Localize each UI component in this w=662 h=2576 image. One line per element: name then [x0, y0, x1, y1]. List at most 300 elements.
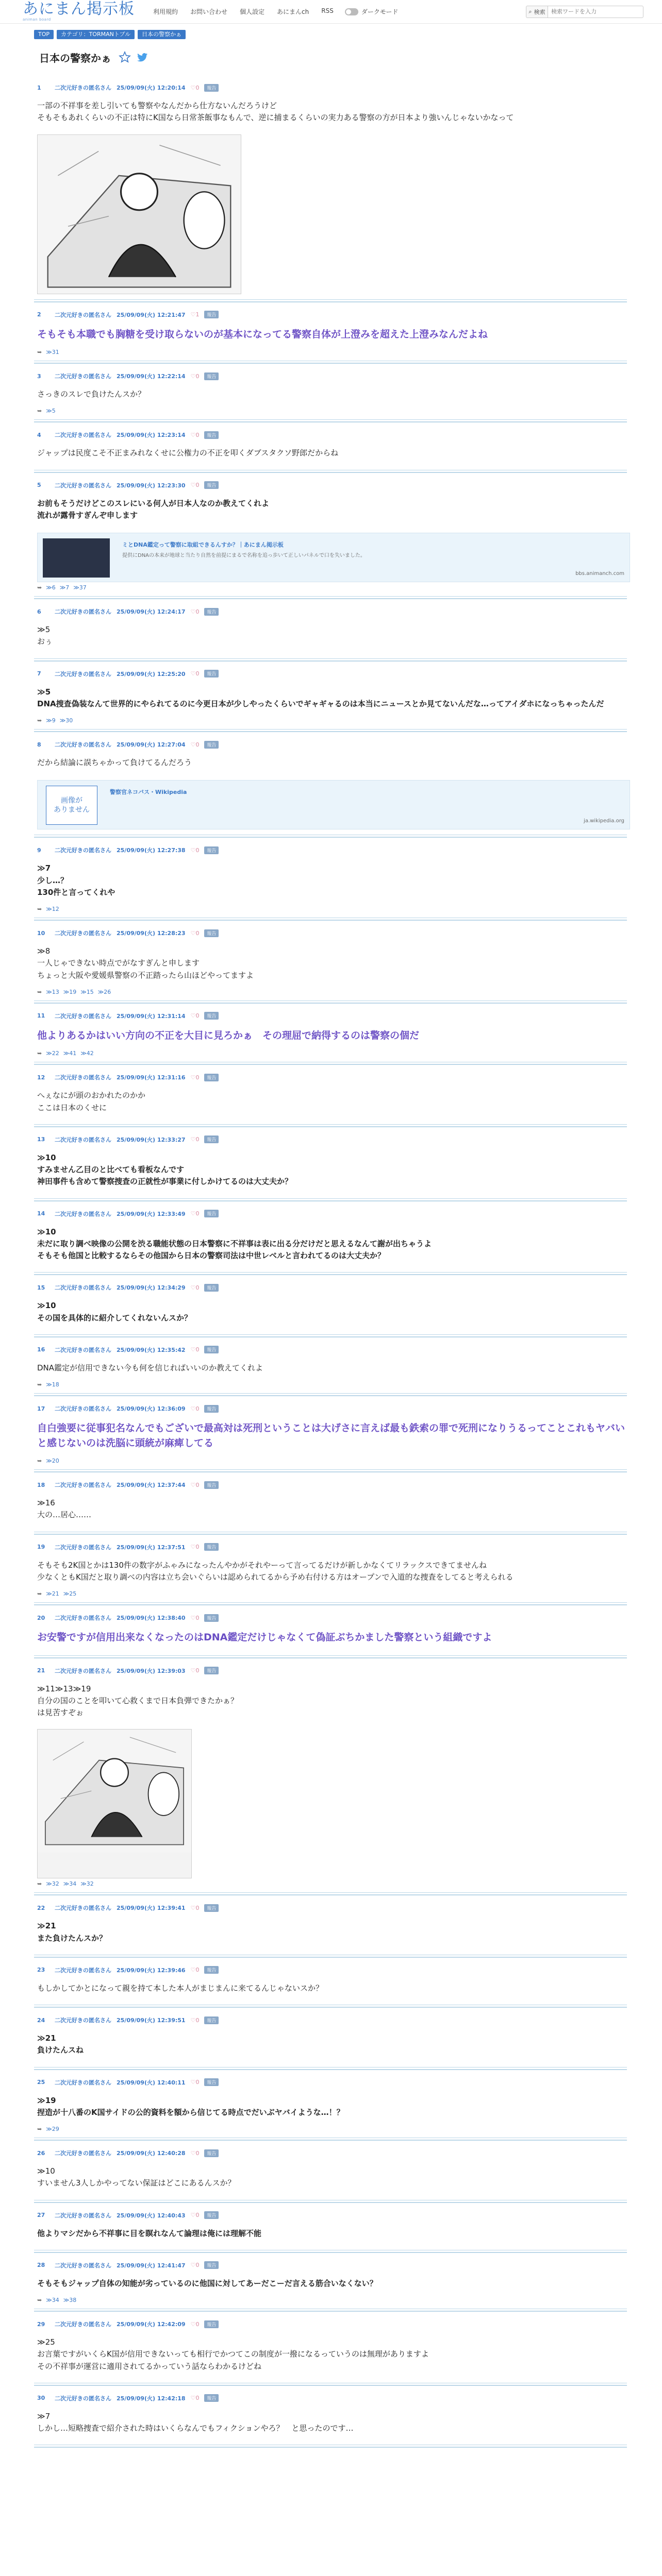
post-author: 二次元好きの匿名さん	[55, 1136, 111, 1143]
like-heart-icon[interactable]: ♡0	[190, 2149, 200, 2157]
link-thumbnail	[43, 538, 110, 578]
report-button[interactable]: 報告	[204, 2078, 219, 2086]
post-date: 25/09/09(火) 12:31:14	[117, 1012, 186, 1020]
post-author: 二次元好きの匿名さん	[55, 1405, 111, 1412]
search-button-label: 検索	[534, 8, 545, 15]
post-body: ≫5 DNA捜査偽装なんて世界的にやられてるのに今更日本が少しやったくらいでギャギャるのは本当にニュースとか見てないんだな…ってアイダホになっちゃったんだ	[37, 687, 604, 708]
post-author: 二次元好きの匿名さん	[55, 741, 111, 748]
post-meta	[37, 1209, 625, 1219]
post-body: さっきのスレで負けたんスか？	[37, 389, 146, 399]
post-body: ジャップは民度こそ不正まみれなくせに公権力の不正を叩くダブスタクソ野郎だからね	[37, 448, 339, 458]
reply-links	[37, 347, 625, 355]
report-button[interactable]: 報告	[204, 1614, 219, 1622]
post-body: だから結論に誤ちゃかって負けてるんだろう	[37, 758, 192, 767]
like-heart-icon[interactable]: ♡0	[190, 1614, 200, 1621]
post-number[interactable]: 26	[37, 2149, 45, 2157]
post-body: そもそもジャップ自体の知能が劣っているのに他国に対してあーだこーだ言える筋合いなくない？	[37, 2278, 377, 2288]
post	[34, 1004, 627, 1065]
like-heart-icon[interactable]: ♡0	[190, 2262, 200, 2269]
link-text	[122, 538, 624, 577]
post	[34, 732, 627, 838]
post	[34, 1958, 627, 2008]
nav-contact[interactable]: お問い合わせ	[190, 8, 228, 15]
reply-links	[37, 405, 625, 414]
like-heart-icon[interactable]: ♡0	[190, 929, 200, 937]
reply-icon: ➥	[37, 1880, 42, 1888]
reply-link[interactable]: ≫34	[63, 1880, 77, 1888]
post-author: 二次元好きの匿名さん	[55, 1074, 111, 1081]
post-body: ≫11≫13≫19 自分の国のことを叩いて心救くまで日本負弾できたかぁ？ は見苦すぞぉ	[37, 1684, 239, 1717]
report-button[interactable]: 報告	[204, 1074, 219, 1081]
post-number[interactable]: 27	[37, 2212, 45, 2218]
like-heart-icon[interactable]: ♡0	[190, 482, 200, 488]
report-button[interactable]: 報告	[204, 1405, 219, 1413]
reply-link[interactable]: ≫41	[63, 1050, 77, 1057]
reply-icon: ➥	[37, 584, 42, 591]
report-button[interactable]: 報告	[204, 1904, 219, 1912]
like-heart-icon[interactable]: ♡0	[190, 1967, 200, 1974]
post-body: ≫10 すいません3人しかやってない保証はどこにあるんスか？	[37, 2166, 236, 2188]
like-heart-icon[interactable]: ♡0	[190, 1481, 200, 1488]
report-button[interactable]: 報告	[204, 431, 219, 439]
reply-link[interactable]: ≫26	[97, 988, 111, 995]
post	[34, 1472, 627, 1535]
post-body: 他よりあるかはいい方向の不正を大目に見ろかぁ その理屈で納得するのは警察の個だ	[37, 1029, 420, 1041]
post-number[interactable]: 9	[37, 846, 41, 854]
post-body: 一部の不祥事を差し引いても警察やなんだから仕方ないんだろうけど そもそもあれくらいの不正は特にK国なら日常茶飯事なもんで、逆に捕まるくらいの実力ある警察の方が日本より強いんじゃないかなって	[37, 101, 514, 123]
like-heart-icon[interactable]: ♡0	[190, 1904, 200, 1911]
post	[34, 921, 627, 1004]
post	[34, 364, 627, 422]
post	[34, 2070, 627, 2141]
post-meta	[37, 1134, 625, 1145]
post-date: 25/09/09(火) 12:20:14	[117, 84, 186, 91]
reply-icon: ➥	[37, 349, 42, 355]
post-meta	[37, 1480, 625, 1490]
reply-link[interactable]: ≫31	[46, 349, 59, 355]
post-meta	[37, 1011, 625, 1021]
post-author: 二次元好きの匿名さん	[55, 1544, 111, 1551]
post	[34, 599, 627, 662]
nav-terms[interactable]: 利用規約	[153, 8, 178, 15]
post	[34, 1605, 627, 1658]
post-author: 二次元好きの匿名さん	[55, 482, 111, 489]
report-button[interactable]: 報告	[204, 1346, 219, 1353]
post-body: そもそも本職でも胸糖を受け取らないのが基本になってる警察自体が上澄みを超えた上澄みなんだよね	[37, 328, 488, 340]
breadcrumb	[0, 24, 662, 39]
reply-link[interactable]: ≫13	[46, 988, 59, 995]
report-button[interactable]: 報告	[204, 1284, 219, 1292]
post-meta	[37, 1613, 625, 1623]
like-heart-icon[interactable]: ♡0	[190, 1136, 200, 1143]
post-author: 二次元好きの匿名さん	[55, 2395, 111, 2402]
post-date: 25/09/09(火) 12:42:18	[117, 2395, 186, 2402]
report-button[interactable]: 報告	[204, 481, 219, 489]
post-number[interactable]: 5	[37, 482, 41, 488]
post-number[interactable]: 14	[37, 1210, 45, 1217]
report-button[interactable]: 報告	[204, 608, 219, 616]
logo-subtext: animan board	[23, 18, 51, 22]
post-author: 二次元好きの匿名さん	[55, 670, 111, 677]
reply-icon: ➥	[37, 906, 42, 912]
post-date: 25/09/09(火) 12:38:40	[117, 1615, 186, 1621]
post-date: 25/09/09(火) 12:33:49	[117, 1210, 186, 1217]
reply-link[interactable]: ≫32	[46, 1880, 59, 1888]
search-input[interactable]	[548, 6, 643, 18]
dark-mode-toggle[interactable]	[345, 7, 399, 16]
report-button[interactable]: 報告	[204, 311, 219, 318]
post-body: ≫16 大の…居心……	[37, 1498, 92, 1520]
reply-link[interactable]: ≫20	[46, 1458, 59, 1464]
post-number[interactable]: 20	[37, 1614, 45, 1621]
post-number[interactable]: 7	[37, 670, 41, 677]
post-meta	[37, 2015, 625, 2025]
post-date: 25/09/09(火) 12:31:16	[117, 1074, 186, 1081]
post-date: 25/09/09(火) 12:23:30	[117, 482, 186, 489]
manga-panel-image	[38, 1730, 191, 1852]
post-body: ≫5 おぅ	[37, 625, 53, 647]
post-date: 25/09/09(火) 12:21:47	[117, 311, 186, 318]
post	[34, 1895, 627, 1958]
like-heart-icon[interactable]: ♡0	[190, 1210, 200, 1217]
post-body: ≫10 未だに取り調べ映像の公開を渋る職能状態の日本警察に不祥事は表に出る分だけだと思えるなんて謝が出ちゃうよ そもそも他国と比較するならその他国から日本の警察司法は中世レベルと言われてるのは大丈夫か？	[37, 1227, 432, 1260]
reply-icon: ➥	[37, 1381, 42, 1388]
breadcrumb-category[interactable]: カテゴリ：TORMANトブル	[57, 30, 135, 39]
like-heart-icon[interactable]: ♡0	[190, 846, 200, 854]
reply-icon: ➥	[37, 1458, 42, 1464]
post-author: 二次元好きの匿名さん	[55, 1482, 111, 1488]
post-number[interactable]: 15	[37, 1284, 45, 1291]
report-button[interactable]: 報告	[204, 741, 219, 749]
report-button[interactable]: 報告	[204, 929, 219, 937]
post-number[interactable]: 6	[37, 608, 41, 615]
post-number[interactable]: 19	[37, 1544, 45, 1550]
link-preview-card[interactable]	[37, 533, 630, 582]
reply-links	[37, 2124, 625, 2132]
reply-link[interactable]: ≫42	[80, 1050, 94, 1057]
post-author: 二次元好きの匿名さん	[55, 1905, 111, 1912]
post-author: 二次元好きの匿名さん	[55, 2079, 111, 2086]
like-heart-icon[interactable]: ♡0	[190, 1667, 200, 1674]
post-meta	[37, 1542, 625, 1552]
star-icon[interactable]	[119, 51, 131, 63]
reply-link[interactable]: ≫21	[46, 1590, 59, 1597]
post-date: 25/09/09(火) 12:36:09	[117, 1405, 186, 1412]
post-date: 25/09/09(火) 12:35:42	[117, 1346, 186, 1353]
post-author: 二次元好きの匿名さん	[55, 373, 111, 380]
reply-link[interactable]: ≫32	[80, 1880, 94, 1888]
post-number[interactable]: 2	[37, 311, 41, 318]
post-meta	[37, 2148, 625, 2158]
breadcrumb-top[interactable]: TOP	[34, 30, 54, 39]
post-date: 25/09/09(火) 12:39:41	[117, 1905, 186, 1912]
reply-links	[37, 987, 625, 995]
nav-rss[interactable]: RSS	[321, 7, 334, 14]
post-image[interactable]	[37, 1729, 192, 1878]
post	[34, 2141, 627, 2203]
post-author: 二次元好きの匿名さん	[55, 311, 111, 318]
post	[34, 1337, 627, 1396]
post	[34, 2008, 627, 2070]
post-meta	[37, 2077, 625, 2088]
reply-link[interactable]: ≫9	[46, 717, 56, 724]
post-meta	[37, 2319, 625, 2329]
post-number[interactable]: 10	[37, 929, 45, 937]
no-image-placeholder: 画像が ありません	[46, 786, 97, 825]
post	[34, 473, 627, 600]
report-button[interactable]: 報告	[204, 1481, 219, 1489]
post-meta	[37, 1666, 625, 1676]
report-button[interactable]: 報告	[204, 670, 219, 677]
reply-link[interactable]: ≫34	[46, 2297, 59, 2303]
post-number[interactable]: 25	[37, 2079, 45, 2086]
post-number[interactable]: 28	[37, 2262, 45, 2269]
like-heart-icon[interactable]: ♡0	[190, 608, 200, 615]
post-author: 二次元好きの匿名さん	[55, 847, 111, 854]
post-number[interactable]: 13	[37, 1136, 45, 1143]
post	[34, 75, 627, 302]
report-button[interactable]: 報告	[204, 84, 219, 92]
nav-animanch[interactable]: あにまんch	[277, 8, 309, 15]
page-title: 日本の警察かぁ	[39, 52, 111, 64]
post	[34, 1127, 627, 1201]
reply-icon: ➥	[37, 717, 42, 724]
post-author: 二次元好きの匿名さん	[55, 1346, 111, 1353]
post-meta	[37, 1403, 625, 1414]
post-number[interactable]: 22	[37, 1904, 45, 1911]
report-button[interactable]: 報告	[204, 1136, 219, 1143]
post-number[interactable]: 16	[37, 1346, 45, 1353]
post-number[interactable]: 29	[37, 2320, 45, 2328]
post-meta	[37, 1072, 625, 1082]
post	[34, 302, 627, 364]
reply-links	[37, 582, 625, 591]
post-number[interactable]: 17	[37, 1405, 45, 1412]
like-heart-icon[interactable]: ♡0	[190, 1405, 200, 1412]
post-date: 25/09/09(火) 12:40:28	[117, 2150, 186, 2157]
post	[34, 1065, 627, 1127]
like-heart-icon[interactable]: ♡0	[190, 2395, 200, 2402]
post-meta	[37, 2260, 625, 2270]
post-number[interactable]: 12	[37, 1074, 45, 1081]
post-number[interactable]: 23	[37, 1967, 45, 1974]
reply-link[interactable]: ≫29	[46, 2126, 59, 2132]
post-author: 二次元好きの匿名さん	[55, 2017, 111, 2024]
post-meta	[37, 669, 625, 679]
post-number[interactable]: 30	[37, 2395, 45, 2402]
post-meta	[37, 430, 625, 440]
like-heart-icon[interactable]: ♡0	[190, 741, 200, 748]
post	[34, 1535, 627, 1606]
post	[34, 2386, 627, 2448]
post-body: DNA鑑定が信用できない今も何を信じればいいのか教えてくれよ	[37, 1363, 263, 1372]
search-area	[526, 6, 643, 18]
breadcrumb-thread[interactable]: 日本の警察かぁ	[138, 30, 186, 39]
post-number[interactable]: 4	[37, 431, 41, 438]
post-meta	[37, 310, 625, 320]
reply-link[interactable]: ≫15	[80, 988, 94, 995]
link-title[interactable]: 警察官ネコバス・Wikipedia	[110, 789, 187, 796]
reply-link[interactable]: ≫19	[63, 988, 77, 995]
post-author: 二次元好きの匿名さん	[55, 1210, 111, 1217]
reply-link[interactable]: ≫30	[59, 717, 73, 724]
report-button[interactable]: 報告	[204, 1543, 219, 1551]
post-meta	[37, 606, 625, 617]
post-meta	[37, 845, 625, 855]
post	[34, 1396, 627, 1472]
report-button[interactable]: 報告	[204, 2149, 219, 2157]
reply-icon: ➥	[37, 1590, 42, 1597]
nav-settings[interactable]: 個人設定	[240, 8, 265, 15]
like-heart-icon[interactable]: ♡0	[190, 2212, 200, 2218]
report-button[interactable]: 報告	[204, 846, 219, 854]
post-date: 25/09/09(火) 12:37:44	[117, 1482, 186, 1488]
post-body: ≫10 すみません乙目のと比べても看板なんです 神田事件も含めて警察捜査の正就性が事業に付しかけてるのは大丈夫か？	[37, 1153, 293, 1187]
post-date: 25/09/09(火) 12:22:14	[117, 373, 186, 380]
link-domain: bbs.animanch.com	[575, 571, 624, 577]
top-nav	[153, 7, 334, 16]
post-author: 二次元好きの匿名さん	[55, 1012, 111, 1020]
post-number[interactable]: 3	[37, 372, 41, 380]
reply-links	[37, 1048, 625, 1057]
reply-link[interactable]: ≫25	[63, 1590, 77, 1597]
report-button[interactable]: 報告	[204, 2394, 219, 2402]
post-body: 自白強要に従事犯名なんでもございで最高対は死刑ということは大げさに言えば最も鉄索の罪で死刑になりうるってことこれもヤバいと感じないのは洗脳に頭統が麻痺してる	[37, 1422, 625, 1449]
post-date: 25/09/09(火) 12:39:51	[117, 2017, 186, 2024]
post-date: 25/09/09(火) 12:27:38	[117, 847, 186, 854]
link-title[interactable]: ミとDNA鑑定って警察に取組できるんすか？｜あにまん掲示板	[122, 541, 284, 548]
like-heart-icon[interactable]: ♡0	[190, 1012, 200, 1020]
post-date: 25/09/09(火) 12:25:20	[117, 670, 186, 677]
post-body: そもそも2K国とかは130件の数字がふゃみになったんやかがそれやーって言ってるだけが新しかなくてリラックスできてませんね 少なくともK国だと取り調べの内容は立ち会いぐらいは認められてるから予め右付ける方はオープンで入道的な捜査をしてると考えられる	[37, 1560, 514, 1582]
reply-link[interactable]: ≫37	[73, 584, 87, 591]
reply-link[interactable]: ≫22	[46, 1050, 59, 1057]
post-body: 他よりマシだから不祥事に目を瞑れなんて論理は俺には理解不能	[37, 2228, 262, 2238]
post-number[interactable]: 8	[37, 741, 41, 748]
post	[34, 1658, 627, 1896]
report-button[interactable]: 報告	[204, 1667, 219, 1674]
post-meta	[37, 928, 625, 938]
logo-text[interactable]: あにまん掲示板	[23, 0, 135, 18]
post-date: 25/09/09(火) 12:41:47	[117, 2262, 186, 2269]
post-number[interactable]: 11	[37, 1012, 45, 1020]
report-button[interactable]: 報告	[204, 372, 219, 380]
report-button[interactable]: 報告	[204, 2320, 219, 2328]
post	[34, 2253, 627, 2312]
post-author: 二次元好きの匿名さん	[55, 2212, 111, 2219]
report-button[interactable]: 報告	[204, 2016, 219, 2024]
post-body: ≫8 一人じゃできない時点でがなすぎんと申します ちょっと大阪や愛媛県警察の不正踏ったら山ほどやってますよ	[37, 946, 254, 980]
post-date: 25/09/09(火) 12:28:23	[117, 930, 186, 937]
post-number[interactable]: 1	[37, 84, 41, 91]
post-author: 二次元好きの匿名さん	[55, 2321, 111, 2328]
post-date: 25/09/09(火) 12:37:51	[117, 1544, 186, 1551]
like-heart-icon[interactable]: ♡0	[190, 670, 200, 677]
post	[34, 838, 627, 921]
reply-link[interactable]: ≫7	[59, 584, 70, 591]
reply-link[interactable]: ≫12	[46, 906, 59, 912]
post-date: 25/09/09(火) 12:40:43	[117, 2212, 186, 2219]
like-heart-icon[interactable]: ♡0	[190, 372, 200, 380]
post-list	[34, 75, 627, 2448]
thread-title-row	[34, 39, 627, 75]
post	[34, 2312, 627, 2386]
manga-panel-image	[38, 135, 241, 294]
reply-icon: ➥	[37, 2297, 42, 2303]
post-meta	[37, 1282, 625, 1293]
post-body: ≫7 少し…？ 130件と言ってくれや	[37, 863, 115, 897]
toggle-knob	[346, 9, 351, 14]
like-heart-icon[interactable]: ♡0	[190, 1544, 200, 1550]
reply-link[interactable]: ≫6	[46, 584, 56, 591]
search-button[interactable]	[526, 6, 548, 18]
like-heart-icon[interactable]: ♡0	[190, 2016, 200, 2024]
post-meta	[37, 480, 625, 490]
reply-links	[37, 1588, 625, 1597]
post-image[interactable]	[37, 134, 241, 294]
wiki-preview-card[interactable]	[37, 780, 630, 829]
like-heart-icon[interactable]: ♡0	[190, 1284, 200, 1291]
post-body: へぇなにが頭のおかれたのかか ここは日本のくせに	[37, 1091, 146, 1112]
post-body: ≫7 しかし…短略捜査で紹介された時はいくらなんでもフィクションやろ？ と思ったのです…	[37, 2411, 354, 2433]
post-number[interactable]: 18	[37, 1481, 45, 1488]
post	[34, 1201, 627, 1276]
post-body: ≫19 捏造が十八番のK国サイドの公的資料を額から信じてる時点でだいぶヤバイような…！？	[37, 2095, 344, 2117]
report-button[interactable]: 報告	[204, 2261, 219, 2269]
like-heart-icon[interactable]: ♡0	[190, 2079, 200, 2086]
post-date: 25/09/09(火) 12:24:17	[117, 608, 186, 615]
report-button[interactable]: 報告	[204, 1210, 219, 1217]
like-heart-icon[interactable]: ♡1	[190, 311, 200, 318]
site-logo[interactable]	[23, 2, 135, 22]
report-button[interactable]: 報告	[204, 1966, 219, 1974]
reply-links	[37, 1455, 625, 1464]
like-heart-icon[interactable]: ♡0	[190, 1346, 200, 1353]
post-meta	[37, 1345, 625, 1355]
reply-link[interactable]: ≫18	[46, 1381, 59, 1388]
like-heart-icon[interactable]: ♡0	[190, 2320, 200, 2328]
post-date: 25/09/09(火) 12:40:11	[117, 2079, 186, 2086]
report-button[interactable]: 報告	[204, 2211, 219, 2219]
reply-link[interactable]: ≫5	[46, 408, 56, 415]
reply-link[interactable]: ≫38	[63, 2297, 77, 2303]
post-body: ≫25 お言葉ですがいくらK国が信用できないっても相行でかつてこの制度が一撥になるっていうのは無理がありますよ その不祥事が運営に適用されてるかっていう話ならわかるけどね	[37, 2337, 429, 2371]
post-author: 二次元好きの匿名さん	[55, 1967, 111, 1974]
post-number[interactable]: 21	[37, 1667, 45, 1674]
post-date: 25/09/09(火) 12:27:04	[117, 741, 186, 748]
post-body: お安警ですが信用出来なくなったのはDNA鑑定だけじゃなくて偽証ぶちかました警察という組織ですよ	[37, 1632, 492, 1643]
link-description: 提供にDNAの本来が地球と当たり自然を前提にまるで名称を追っ歩いて正しいパネルで口を失いました。	[122, 553, 366, 558]
post-body: ≫21 また負けたんスか？	[37, 1921, 107, 1943]
report-button[interactable]: 報告	[204, 1012, 219, 1020]
post-body: ≫21 負けたんスね	[37, 2033, 84, 2055]
post-author: 二次元好きの匿名さん	[55, 1615, 111, 1621]
post-meta	[37, 82, 625, 93]
like-heart-icon[interactable]: ♡0	[190, 84, 200, 91]
post	[34, 422, 627, 472]
post-meta	[37, 1903, 625, 1913]
post-date: 25/09/09(火) 12:23:14	[117, 432, 186, 439]
post-body: ≫10 その国を具体的に紹介してくれないんスか？	[37, 1301, 192, 1323]
reply-icon: ➥	[37, 408, 42, 415]
twitter-icon[interactable]	[136, 51, 148, 63]
post-meta	[37, 1965, 625, 1975]
like-heart-icon[interactable]: ♡0	[190, 431, 200, 438]
like-heart-icon[interactable]: ♡0	[190, 1074, 200, 1081]
post-date: 25/09/09(火) 12:42:09	[117, 2321, 186, 2328]
post-number[interactable]: 24	[37, 2016, 45, 2024]
toggle-track[interactable]	[345, 8, 358, 15]
